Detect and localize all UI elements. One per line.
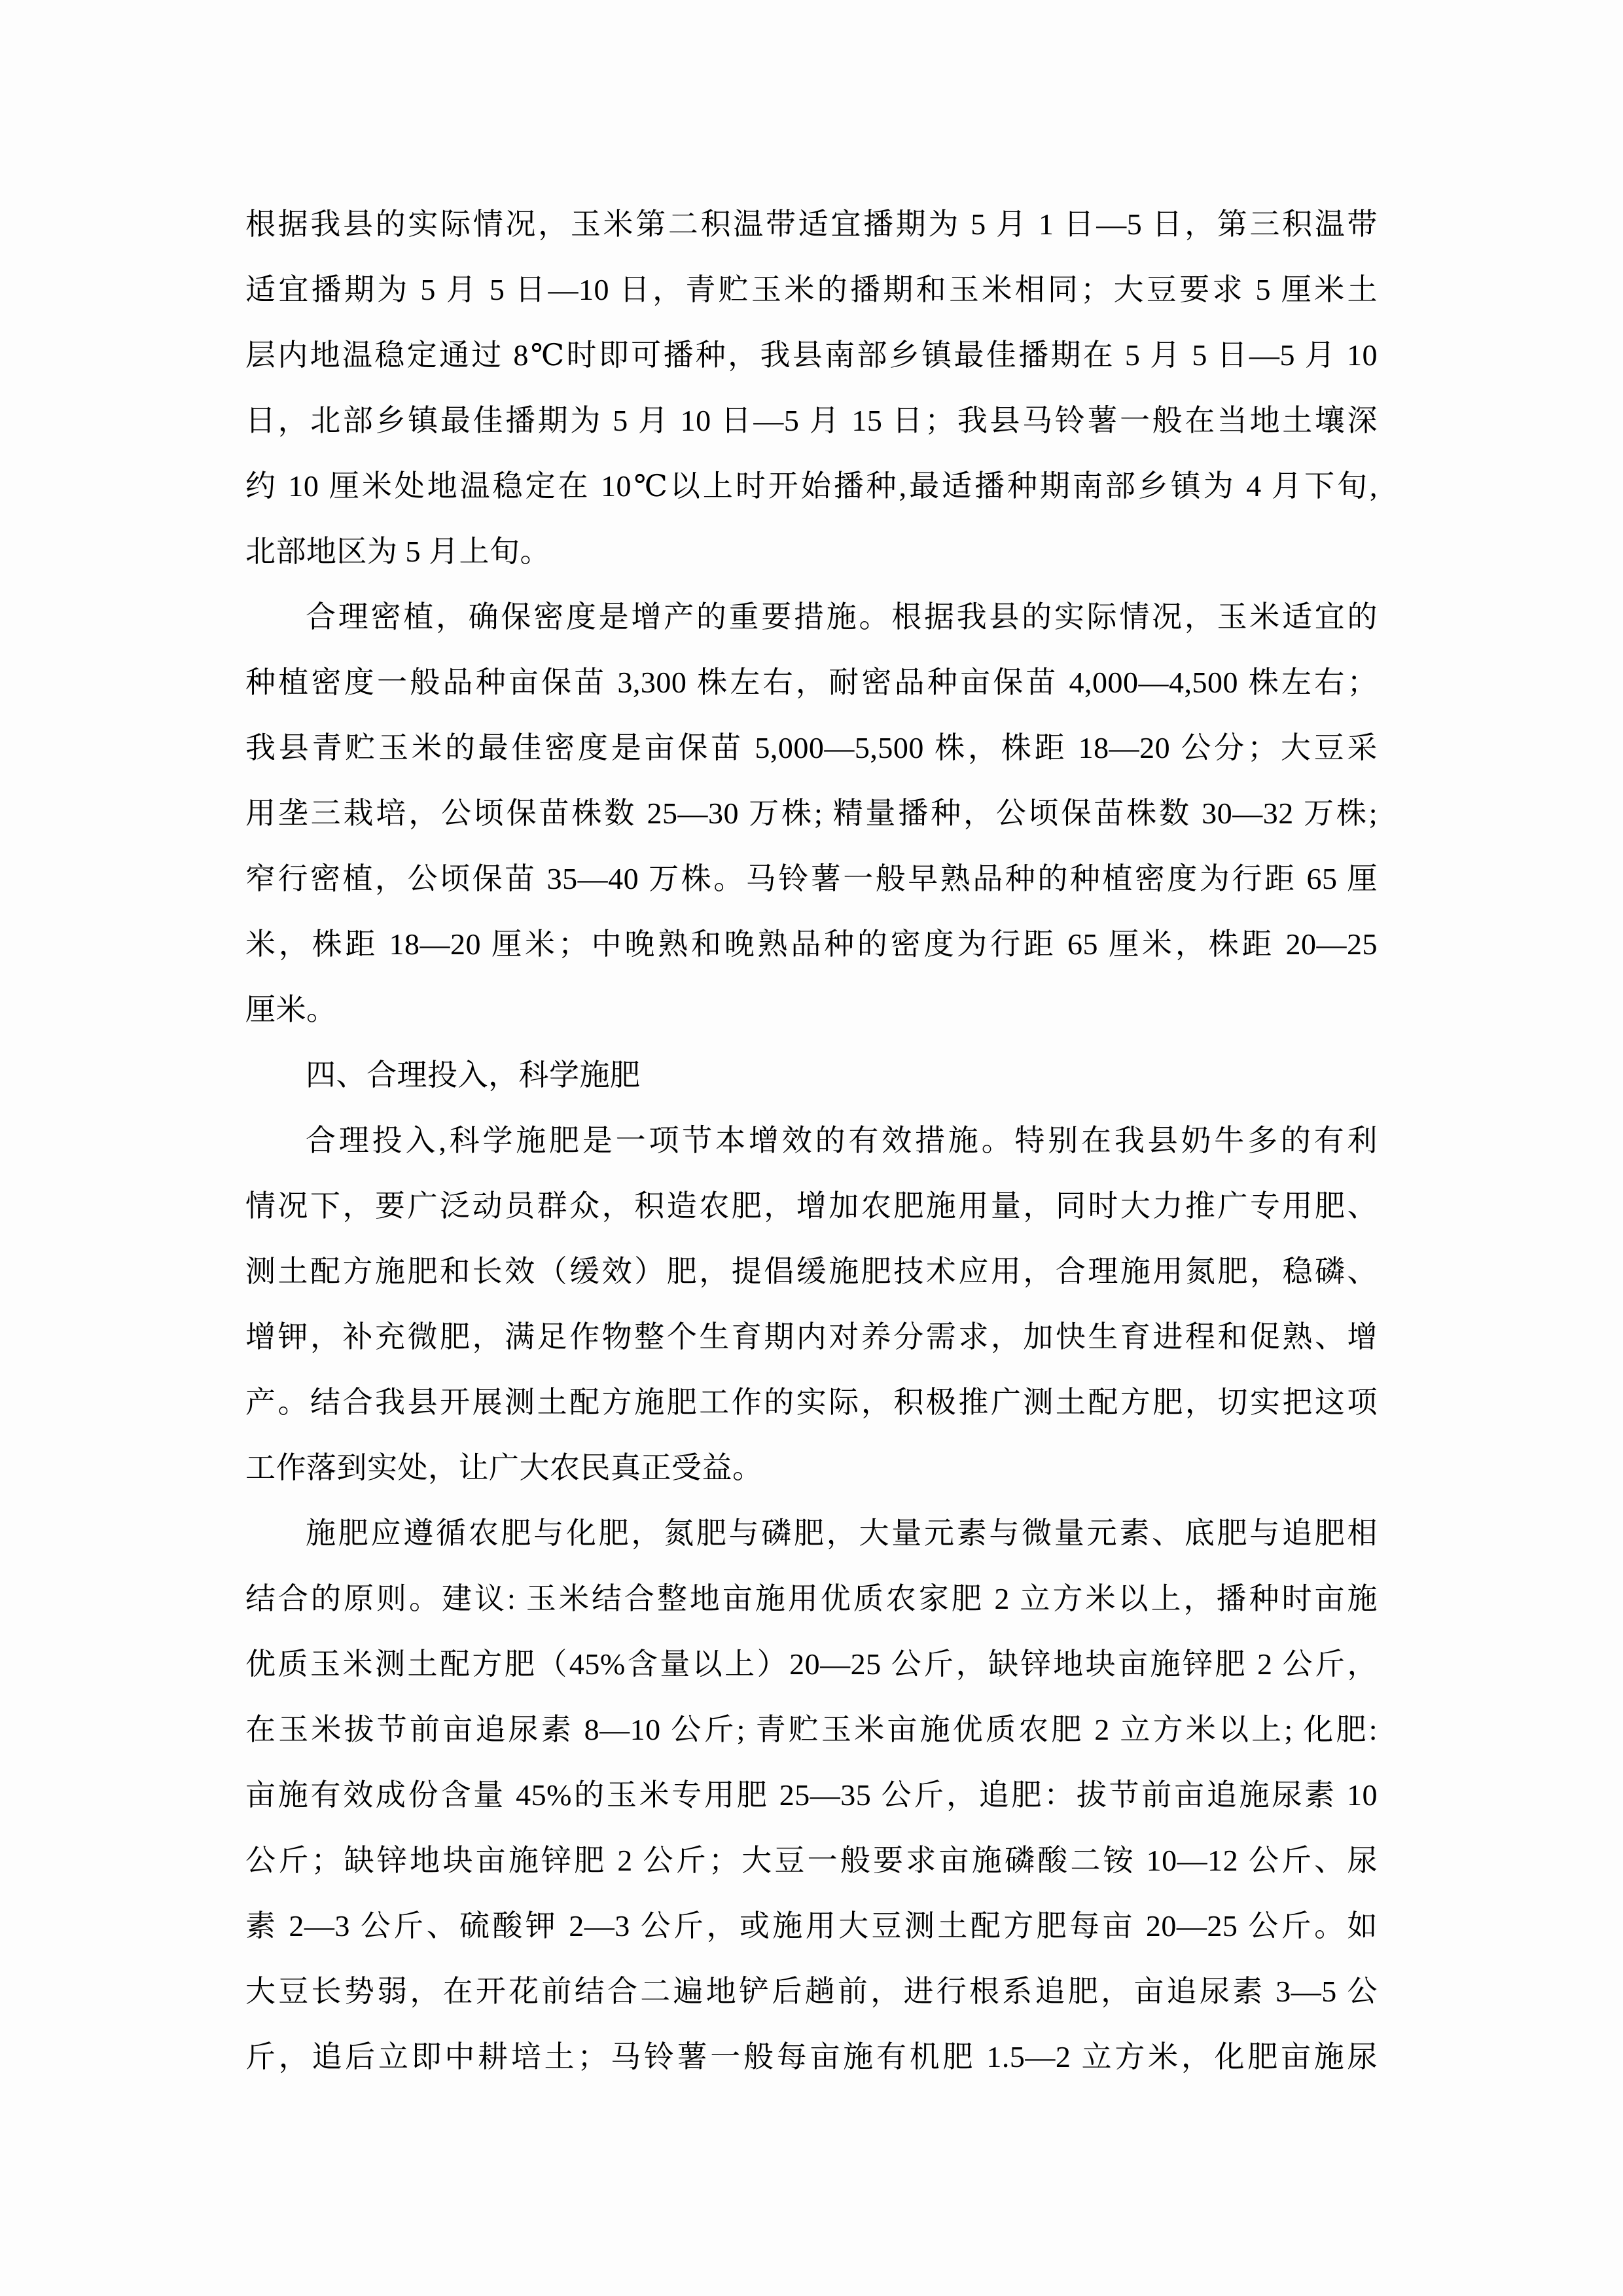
paragraph [245,1501,1378,2090]
text-line: 素 2—3 公斤、硫酸钾 2—3 公斤，或施用大豆测土配方肥每亩 20—25 公斤。如 [245,1909,1378,1943]
text-line: 增钾，补充微肥，满足作物整个生育期内对养分需求，加快生育进程和促熟、增 [245,1320,1378,1354]
text-line: 情况下，要广泛动员群众，积造农肥，增加农肥施用量，同时大力推广专用肥、 [245,1189,1378,1223]
text-line: 米，株距 18—20 厘米；中晚熟和晚熟品种的密度为行距 65 厘米，株距 20—25 [245,927,1378,961]
text-line: 施肥应遵循农肥与化肥，氮肥与磷肥，大量元素与微量元素、底肥与追肥相 [306,1516,1378,1550]
text-line: 在玉米拔节前亩追尿素 8—10 公斤; 青贮玉米亩施优质农肥 2 立方米以上; 化肥: [245,1713,1378,1746]
text-line: 适宜播期为 5 月 5 日—10 日，青贮玉米的播期和玉米相同；大豆要求 5 厘米土 [245,273,1378,306]
paragraph [245,1108,1378,1501]
text-line: 日，北部乡镇最佳播期为 5 月 10 日—5 月 15 日；我县马铃薯一般在当地土壤深 [245,404,1378,437]
text-line: 厘米。 [245,993,337,1026]
paragraph [245,584,1378,1043]
text-line: 层内地温稳定通过 8℃时即可播种，我县南部乡镇最佳播期在 5 月 5 日—5 月 10 [245,338,1378,372]
text-line: 种植密度一般品种亩保苗 3,300 株左右，耐密品种亩保苗 4,000—4,500 株左右； [245,666,1378,699]
text-line: 优质玉米测土配方肥（45%含量以上）20—25 公斤，缺锌地块亩施锌肥 2 公斤， [245,1647,1378,1681]
text-line: 公斤；缺锌地块亩施锌肥 2 公斤；大豆一般要求亩施磷酸二铵 10—12 公斤、尿 [245,1844,1378,1877]
text-line: 斤，追后立即中耕培土；马铃薯一般每亩施有机肥 1.5—2 立方米，化肥亩施尿 [245,2040,1378,2073]
text-line: 合理投入,科学施肥是一项节本增效的有效措施。特别在我县奶牛多的有利 [306,1124,1378,1157]
text-line: 大豆长势弱，在开花前结合二遍地铲后趟前，进行根系追肥，亩追尿素 3—5 公 [245,1975,1378,2008]
text-line: 窄行密植，公顷保苗 35—40 万株。马铃薯一般早熟品种的种植密度为行距 65 厘 [245,862,1378,895]
text-line: 产。结合我县开展测土配方施肥工作的实际，积极推广测土配方肥，切实把这项 [245,1386,1378,1419]
section-heading-line: 四、合理投入，科学施肥 [306,1058,641,1092]
text-line: 北部地区为 5 月上旬。 [245,535,550,568]
text-line: 工作落到实处，让广大农民真正受益。 [245,1451,763,1484]
text-line: 我县青贮玉米的最佳密度是亩保苗 5,000—5,500 株，株距 18—20 公分；大豆采 [245,731,1378,764]
text-line: 结合的原则。建议: 玉米结合整地亩施用优质农家肥 2 立方米以上，播种时亩施 [245,1582,1378,1615]
text-line: 合理密植，确保密度是增产的重要措施。根据我县的实际情况，玉米适宜的 [306,600,1378,634]
paragraph [245,192,1378,584]
document-text-block [245,192,1378,2090]
text-line: 根据我县的实际情况，玉米第二积温带适宜播期为 5 月 1 日—5 日，第三积温带 [245,207,1378,241]
section-heading [245,1043,1378,1108]
text-line: 测土配方施肥和长效（缓效）肥，提倡缓施肥技术应用，合理施用氮肥，稳磷、 [245,1255,1378,1288]
text-line: 用垄三栽培，公顷保苗株数 25—30 万株; 精量播种，公顷保苗株数 30—32 万株; [245,797,1378,830]
text-line: 约 10 厘米处地温稳定在 10℃以上时开始播种,最适播种期南部乡镇为 4 月下旬, [245,469,1378,503]
text-line: 亩施有效成份含量 45%的玉米专用肥 25—35 公斤，追肥：拔节前亩追施尿素 10 [245,1778,1378,1812]
